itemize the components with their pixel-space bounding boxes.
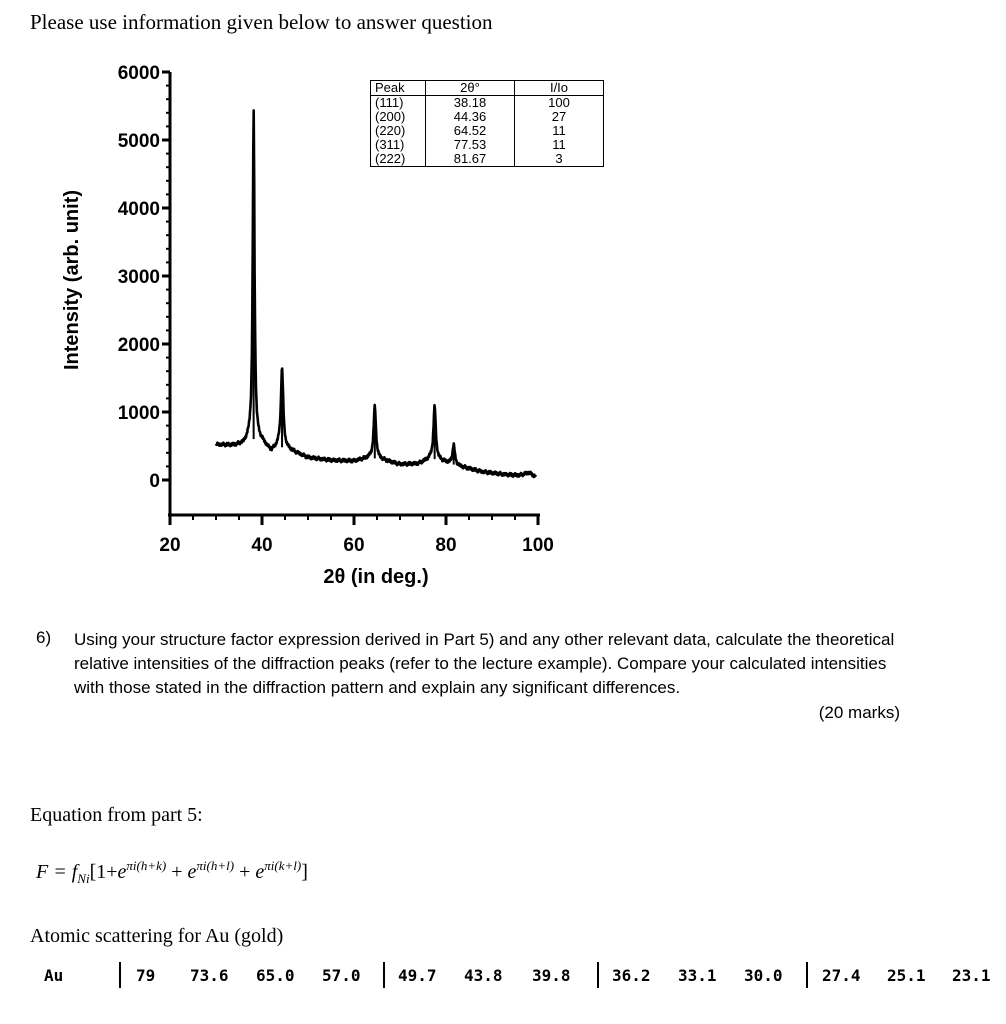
eq-exp2: πi(h+l) [196, 858, 235, 873]
table-header: I/Io [515, 81, 604, 96]
column-separator [806, 962, 808, 988]
x-tick-label: 80 [435, 535, 457, 556]
eq-close: ] [301, 861, 308, 883]
question-text: Using your structure factor expression derived in Part 5) and any other relevant data, calculate the theoretical relative intensities of the diffraction peaks (refer to the lecture example). Compare your calculated intensities with those stated in the diffraction pattern and explain any significant differences. [74, 630, 895, 697]
column-separator [119, 962, 121, 988]
table-cell: 44.36 [426, 110, 515, 124]
scatter-value: 30.0 [744, 966, 783, 985]
table-cell: 3 [515, 152, 604, 167]
table-cell: 64.52 [426, 124, 515, 138]
eq-exp1: πi(h+k) [126, 858, 167, 873]
peak-table [370, 80, 604, 167]
table-cell: 27 [515, 110, 604, 124]
eq-e: e [187, 861, 197, 883]
x-tick-label: 40 [251, 535, 273, 556]
scatter-value: 39.8 [532, 966, 571, 985]
eq-plus: + [234, 861, 256, 883]
y-tick-label: 6000 [117, 63, 160, 84]
y-tick-label: 2000 [117, 335, 160, 356]
scatter-label: Atomic scattering for Au (gold) [30, 925, 284, 947]
question-number: 6) [36, 628, 52, 647]
scatter-value: 73.6 [190, 966, 229, 985]
table-cell: (311) [371, 138, 426, 152]
x-tick-label: 20 [159, 535, 181, 556]
table-header-row [371, 81, 604, 96]
table-row [371, 110, 604, 124]
scatter-value: 49.7 [398, 966, 437, 985]
scatter-value: 23.1 [952, 966, 991, 985]
x-tick-label: 60 [343, 535, 365, 556]
table-cell: (111) [371, 96, 426, 111]
table-cell: 11 [515, 138, 604, 152]
scatter-value: 43.8 [464, 966, 503, 985]
eq-plus: + [166, 861, 188, 883]
eq-e: e [117, 861, 127, 883]
y-tick-label: 4000 [117, 199, 160, 220]
x-tick-label: 100 [522, 535, 554, 556]
table-header: 2θ° [426, 81, 515, 96]
eq-lhs: F = f [36, 861, 78, 883]
table-cell: 81.67 [426, 152, 515, 167]
table-cell: (222) [371, 152, 426, 167]
element-symbol: Au [44, 966, 64, 985]
scatter-value: 65.0 [256, 966, 295, 985]
table-row [371, 124, 604, 138]
scatter-value: 79 [136, 966, 156, 985]
equation-label: Equation from part 5: [30, 804, 203, 826]
y-tick-label: 1000 [117, 403, 160, 424]
column-separator [597, 962, 599, 988]
table-cell: (200) [371, 110, 426, 124]
table-header: Peak [371, 81, 426, 96]
scatter-value: 25.1 [887, 966, 926, 985]
table-cell: 100 [515, 96, 604, 111]
y-tick-label: 3000 [117, 267, 160, 288]
x-axis-label: 2θ (in deg.) [323, 566, 429, 588]
scatter-value: 57.0 [322, 966, 361, 985]
eq-exp3: πi(k+l) [264, 858, 302, 873]
question-marks: (20 marks) [818, 703, 900, 722]
eq-subscript: Ni [77, 871, 90, 886]
eq-open: [1+ [89, 861, 118, 883]
column-separator [383, 962, 385, 988]
structure-factor-equation [36, 858, 308, 887]
y-axis-label: Intensity (arb. unit) [61, 190, 83, 370]
y-tick-label: 5000 [117, 131, 160, 152]
intro-text: Please use information given below to answer question [30, 10, 493, 34]
table-cell: 38.18 [426, 96, 515, 111]
y-tick-label: 0 [149, 471, 160, 492]
eq-e: e [255, 861, 265, 883]
scatter-value: 36.2 [612, 966, 651, 985]
table-cell: 77.53 [426, 138, 515, 152]
table-row [371, 138, 604, 152]
table-row [371, 152, 604, 167]
scatter-value: 27.4 [822, 966, 861, 985]
table-row [371, 96, 604, 111]
scatter-value: 33.1 [678, 966, 717, 985]
table-cell: (220) [371, 124, 426, 138]
table-cell: 11 [515, 124, 604, 138]
